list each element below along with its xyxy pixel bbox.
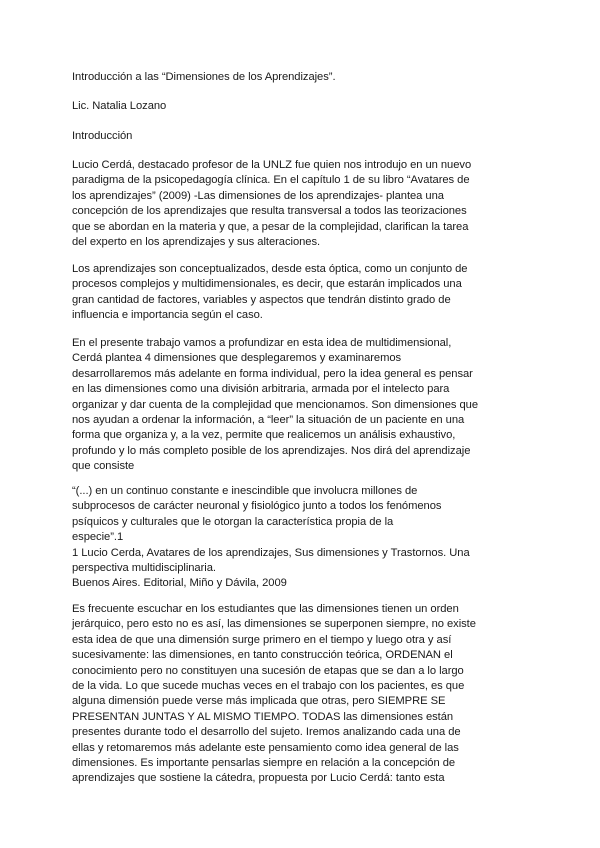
paragraph-intro: Lucio Cerdá, destacado profesor de la UNLZ fue quien nos introdujo en un nuevo paradigma de la psicopedagogía clínica. En el capítulo 1 de su libro “Avatares de los aprendizajes” (2009) -Las dimensiones de los aprendizajes- plantea una concepción de los aprendizajes que resulta transversal a todos las teorizaciones que se abordan en la materia y que, a pesar de la complejidad, clarifican la tarea del experto en los aprendizajes y sus alteraciones. [72, 159, 472, 249]
paragraph-hierarchy: Es frecuente escuchar en los estudiantes que las dimensiones tienen un orden jerárquico, pero esto no es así, las dimensiones se superponen siempre, no existe esta idea de que una dimensión surge primero en el tiempo y luego otra y así sucesivamente: las dimensiones, en tanto construcción teórica, ORDENAN el conocimiento pero no constituyen una sucesión de etapas que se dan a lo largo de la vida. Lo que sucede muchas veces en el trabajo con los pacientes, es que alguna dimensión puede verse más implicada que otras, pero SIEMPRE SE PRESENTAN JUNTAS Y AL MISMO TIEMPO. TODAS las dimensiones están presentes durante todo el desarrollo del sujeto. Iremos analizando cada una de ellas y retomaremos más adelante este pensamiento como idea general de las dimensiones. Es importante pensarlas siempre en relación a la concepción de aprendizajes que sostiene la cátedra, propuesta por Lucio Cerdá: tanto esta [72, 603, 476, 785]
document-author: Lic. Natalia Lozano [72, 100, 167, 112]
quote-and-footnote: “(...) en un continuo constante e inescindible que involucra millones de subprocesos de carácter neuronal y fisiológico junto a todos los fenómenos psíquicos y culturales que le otorgan la característica propia de la especie”.1 1 Lucio Cerda, Avatares de los aprendizajes, Sus dimensiones y Trastornos. Una perspectiva multidisciplinaria. Buenos Aires. Editorial, Miño y Dávila, 2009 [72, 485, 470, 590]
paragraph-concept: Los aprendizajes son conceptualizados, desde esta óptica, como un conjunto de procesos complejos y multidimensionales, es decir, que estarán implicados una gran cantidad de factores, variables y aspectos que tendrán distinto grado de influencia e importancia según el caso. [72, 263, 468, 322]
section-heading: Introducción [72, 130, 133, 142]
paragraph-dimensions: En el presente trabajo vamos a profundizar en esta idea de multidimensional, Cerdá plantea 4 dimensiones que desplegaremos y examinaremos desarrollaremos más adelante en forma individual, pero la idea general es pensar en las dimensiones como una división arbitraria, armada por el intelecto para organizar y dar cuenta de la complejidad que mencionamos. Son dimensiones que nos ayudan a ordenar la información, a “leer” la situación de un paciente en una forma que organiza y, a la vez, permite que realicemos un análisis exhaustivo, profundo y lo más completo posible de los aprendizajes. Nos dirá del aprendizaje que consiste [72, 337, 478, 473]
document-title: Introducción a las “Dimensiones de los Aprendizajes”. [72, 71, 336, 83]
